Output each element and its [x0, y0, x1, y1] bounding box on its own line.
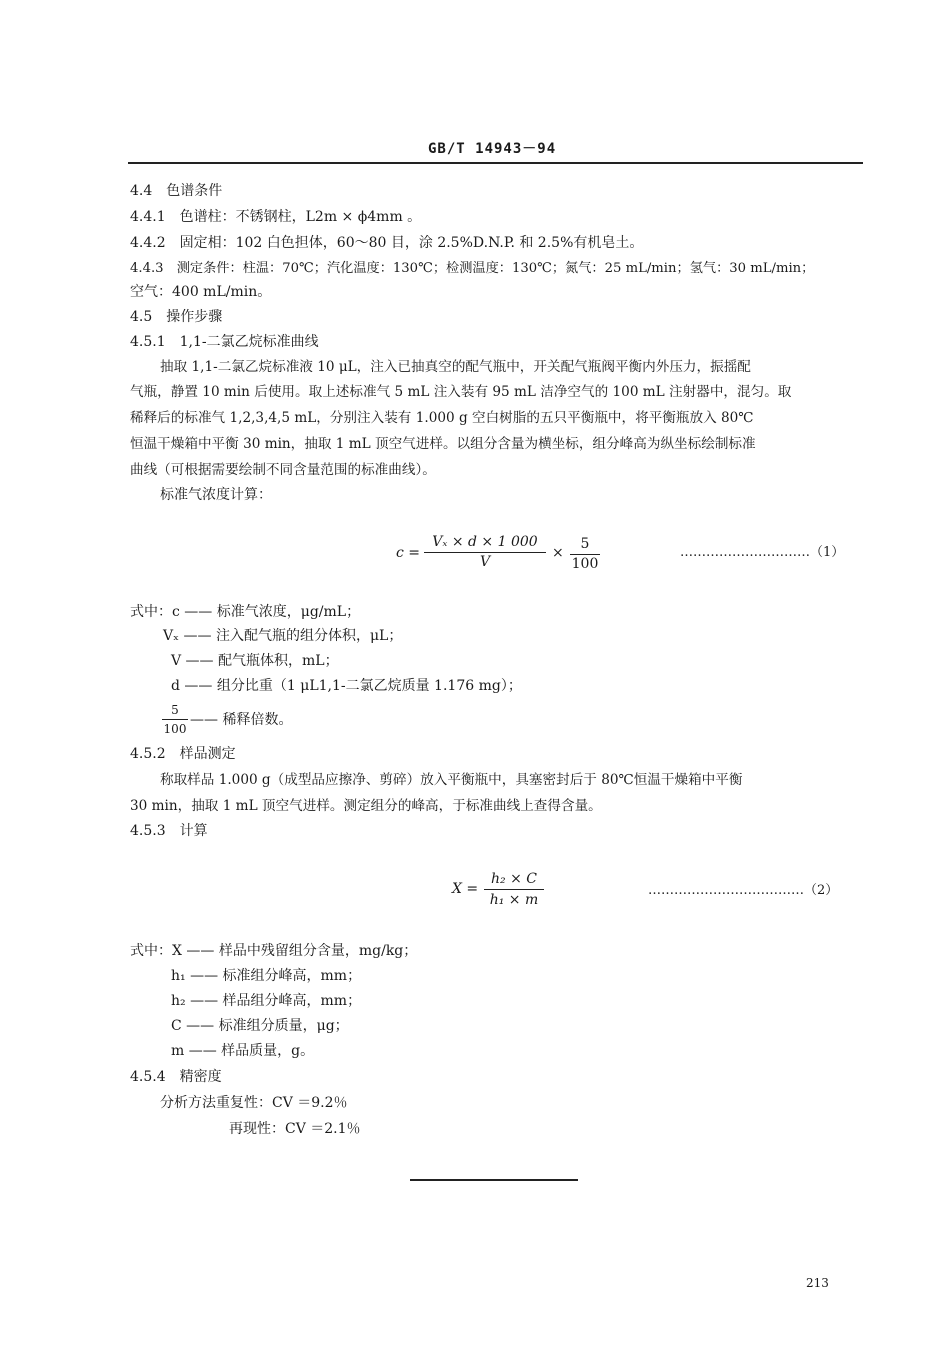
where1-v: V —— 配气瓶体积，mL； [171, 653, 339, 669]
section-4-4-3-line2: 空气：400 mL/min。 [130, 284, 272, 300]
page-number: 213 [806, 1276, 829, 1290]
section-4-4-2: 4.4.2 固定相：102 白色担体，60～80 目，涂 2.5%D.N.P. 和 2.5%有机皂土。 [130, 235, 644, 251]
eq2-lhs: X = [452, 881, 479, 897]
where1-frac-num: 5 [171, 703, 179, 717]
paragraph-line: 恒温干燥箱中平衡 30 min，抽取 1 mL 顶空气进样。以组分含量为横坐标，组分峰高为纵坐标绘制标准 [130, 436, 756, 452]
paragraph-line: 气瓶，静置 10 min 后使用。取上述标准气 5 mL 注入装有 95 mL 洁净空气的 100 mL 注射器中，混匀。取 [130, 384, 792, 400]
standard-number: GB/T 14943－94 [428, 141, 557, 157]
repeatability: 分析方法重复性：CV ＝9.2％ [160, 1095, 348, 1111]
eq1-numerator: Vₓ × d × 1 000 [432, 534, 538, 550]
section-4-5-1-heading: 4.5.1 1,1-二氯乙烷标准曲线 [130, 334, 319, 350]
where1-frac-den: 100 [163, 722, 187, 736]
where2-h2: h₂ —— 样品组分峰高，mm； [171, 993, 362, 1009]
paragraph-line: 曲线（可根据需要绘制不同含量范围的标准曲线）。 [130, 462, 436, 478]
header-rule [128, 162, 863, 164]
section-4-4-1: 4.4.1 色谱柱：不锈钢柱，L2m × ϕ4mm 。 [130, 209, 422, 225]
eq2-numerator: h₂ × C [491, 871, 537, 887]
section-4-4-3-line1: 4.4.3 测定条件：柱温：70℃；汽化温度：130℃；检测温度：130℃；氮气：25 mL/min；氢气：30 mL/min； [130, 261, 815, 276]
section-4-4-heading: 4.4 色谱条件 [130, 183, 223, 199]
section-4-5-heading: 4.5 操作步骤 [130, 309, 223, 325]
where2-c: C —— 标准组分质量，μg； [171, 1018, 349, 1034]
end-rule [410, 1179, 578, 1181]
where1-c: 式中：c —— 标准气浓度，μg/mL； [130, 604, 361, 620]
eq1-denominator-2: 100 [571, 556, 599, 572]
eq1-number: …………………………（1） [680, 545, 845, 560]
eq1-denominator: V [479, 554, 491, 570]
where2-h1: h₁ —— 标准组分峰高，mm； [171, 968, 362, 984]
calc-label: 标准气浓度计算： [160, 487, 272, 503]
where2-x: 式中：X —— 样品中残留组分含量，mg/kg； [130, 943, 418, 959]
paragraph-line: 称取样品 1.000 g（成型品应擦净、剪碎）放入平衡瓶中，具塞密封后于 80℃恒温干燥箱中平衡 [160, 772, 743, 788]
eq1-lhs: c = [396, 545, 421, 561]
section-4-5-3-heading: 4.5.3 计算 [130, 823, 208, 839]
eq2-denominator: h₁ × m [489, 892, 539, 908]
reproducibility: 再现性：CV ＝2.1％ [229, 1121, 361, 1137]
section-4-5-4-heading: 4.5.4 精密度 [130, 1069, 222, 1085]
section-4-5-2-heading: 4.5.2 样品测定 [130, 746, 236, 762]
where2-m: m —— 样品质量，g。 [171, 1043, 315, 1059]
where1-dilution: —— 稀释倍数。 [190, 712, 293, 728]
where1-vx: Vₓ —— 注入配气瓶的组分体积，μL； [163, 628, 403, 644]
eq2-fraction-bar [484, 889, 544, 890]
paragraph-line: 稀释后的标准气 1,2,3,4,5 mL，分别注入装有 1.000 g 空白树脂的五只平衡瓶中，将平衡瓶放入 80℃ [130, 410, 754, 426]
eq1-numerator-2: 5 [580, 536, 590, 552]
paragraph-line: 抽取 1,1-二氯乙烷标准液 10 μL，注入已抽真空的配气瓶中，开关配气瓶阀平衡内外压力，振摇配 [160, 359, 751, 375]
eq1-times: × [552, 545, 564, 561]
where1-d: d —— 组分比重（1 μL1,1-二氯乙烷质量 1.176 mg）； [171, 678, 522, 694]
paragraph-line: 30 min，抽取 1 mL 顶空气进样。测定组分的峰高，于标准曲线上查得含量。 [130, 798, 602, 814]
eq2-number: ………………………………（2） [648, 883, 839, 898]
